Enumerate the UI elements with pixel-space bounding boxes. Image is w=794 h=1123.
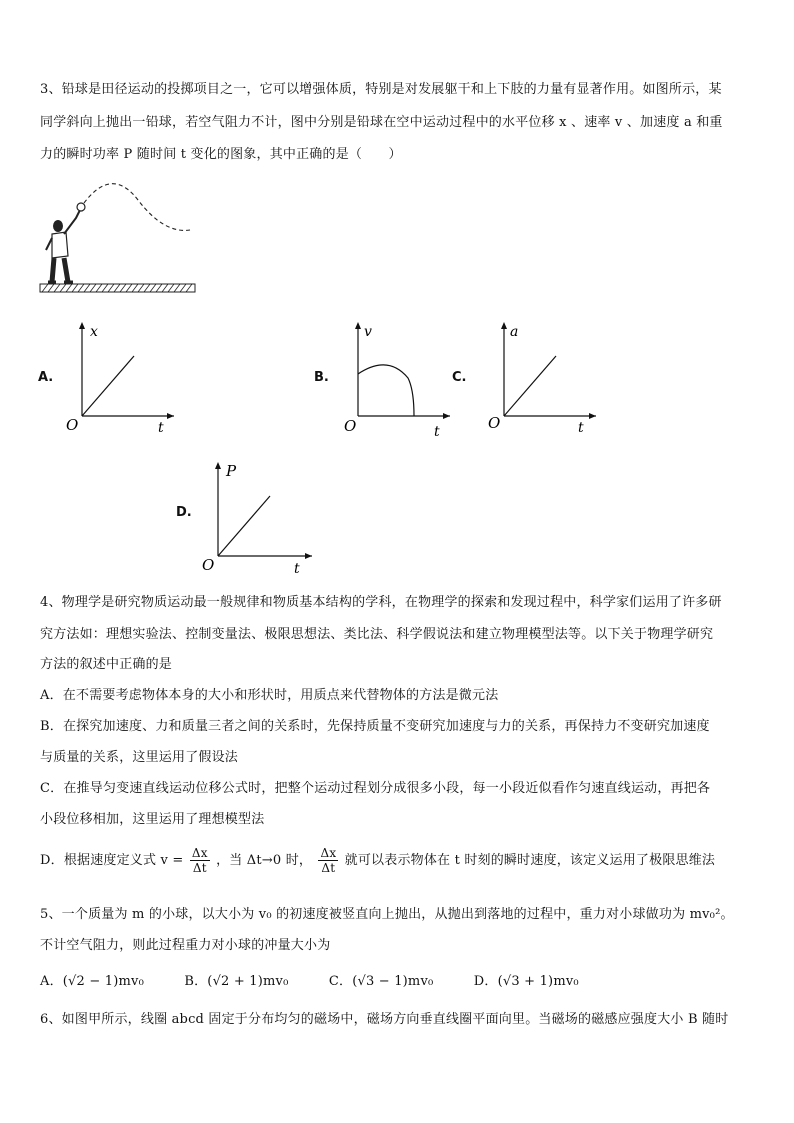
graph-d-origin: O [202, 556, 215, 574]
q4-line-3: 方法的叙述中正确的是 [40, 657, 173, 672]
q5-line-2: 不计空气阻力，则此过程重力对小球的冲量大小为 [40, 938, 331, 953]
q6-line-1: 6、如图甲所示，线圈 abcd 固定于分布均匀的磁场中，磁场方向垂直线圈平面向里。当磁场的磁感应强度大小 B 随时 [40, 1012, 729, 1027]
graph-d-xlabel: t [294, 561, 300, 576]
graph-c-ylabel: a [510, 324, 519, 340]
option-d-label: D. [176, 505, 192, 520]
fraction-denominator: Δt [192, 861, 207, 875]
q5-line-1: 5、一个质量为 m 的小球，以大小为 v₀ 的初速度被竖直向上抛出，从抛出到落地的过程中，重力对小球做功为 mv₀²。 [40, 907, 734, 922]
q4-option-b-line-1: B．在探究加速度、力和质量三者之间的关系时，先保持质量不变研究加速度与力的关系，再保持力不变研究加速度 [40, 719, 710, 734]
option-c-label: C. [452, 370, 467, 385]
q4-option-b-line-2: 与质量的关系，这里运用了假设法 [40, 750, 239, 765]
graph-a-ylabel: x [90, 324, 98, 340]
q5-choice-b: B．(√2 + 1)mv₀ [184, 974, 289, 989]
q4-option-d-prefix: D．根据速度定义式 v = [40, 853, 184, 868]
shot-put-illustration [38, 180, 198, 295]
graph-a-xlabel: t [158, 420, 164, 436]
graph-c-xlabel: t [578, 420, 584, 436]
option-b-label: B. [314, 370, 329, 385]
q4-line-1: 4、物理学是研究物质运动最一般规律和物质基本结构的学科，在物理学的探索和发现过程中，科学家们运用了许多研 [40, 595, 722, 610]
q5-choices [40, 972, 615, 992]
q5-choice-d: D．(√3 + 1)mv₀ [473, 974, 579, 989]
graph-c [484, 318, 604, 436]
q3-line-2: 同学斜向上抛出一铅球，若空气阻力不计，图中分别是铅球在空中运动过程中的水平位移 x 、速率 v 、加速度 a 和重 [40, 115, 723, 130]
graph-b-origin: O [344, 417, 357, 435]
q4-option-c-line-2: 小段位移相加，这里运用了理想模型法 [40, 812, 265, 827]
graph-d [200, 456, 320, 576]
q5-choice-a: A．(√2 − 1)mv₀ [40, 974, 144, 989]
q3-line-3: 力的瞬时功率 P 随时间 t 变化的图象，其中正确的是（ ） [40, 147, 402, 162]
q4-option-d [40, 846, 715, 875]
graph-b-ylabel: v [364, 324, 372, 340]
graph-b [338, 318, 458, 440]
fraction-denominator-2: Δt [321, 861, 336, 875]
q3-line-1: 3、铅球是田径运动的投掷项目之一，它可以增强体质，特别是对发展躯干和上下肢的力量有显著作用。如图所示，某 [40, 82, 722, 97]
q4-option-a: A．在不需要考虑物体本身的大小和形状时，用质点来代替物体的方法是微元法 [40, 688, 499, 703]
q4-option-c-line-1: C．在推导匀变速直线运动位移公式时，把整个运动过程划分成很多小段，每一小段近似看作匀速直线运动，再把各 [40, 781, 711, 796]
q4-line-2: 究方法如：理想实验法、控制变量法、极限思想法、类比法、科学假说法和建立物理模型法等。以下关于物理学研究 [40, 627, 714, 642]
graph-a [62, 318, 182, 436]
fraction-numerator: Δx [191, 846, 208, 860]
fraction-numerator-2: Δx [320, 846, 337, 860]
velocity-fraction [190, 846, 210, 875]
q4-option-d-middle: ，当 Δt→0 时， [216, 853, 313, 868]
option-a-label: A. [38, 370, 54, 385]
graph-a-origin: O [66, 416, 79, 434]
q5-choice-c: C．(√3 − 1)mv₀ [328, 974, 434, 989]
graph-c-origin: O [488, 414, 501, 432]
q4-option-d-suffix: 就可以表示物体在 t 时刻的瞬时速度，该定义运用了极限思维法 [344, 853, 716, 868]
graph-b-xlabel: t [434, 424, 440, 440]
velocity-fraction-2 [318, 846, 338, 875]
graph-d-ylabel: P [226, 462, 237, 480]
